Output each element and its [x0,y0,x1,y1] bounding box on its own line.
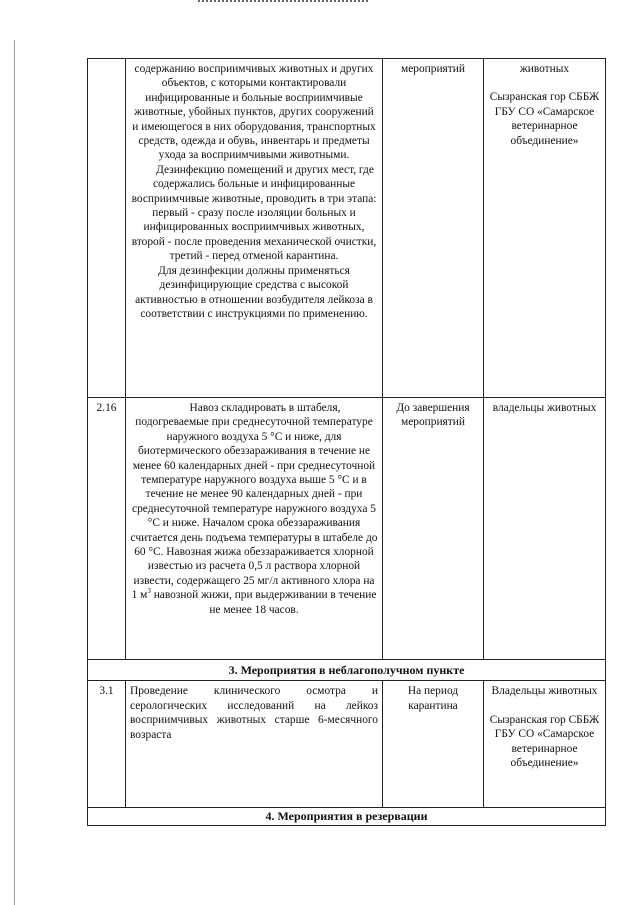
responsible-cell [484,681,606,808]
measures-table [87,58,606,826]
responsible-cell [484,59,606,398]
term-cell [383,398,484,660]
superscript-3: 3 [147,587,151,596]
section-title: 4. Мероприятия в резервации [88,808,606,826]
measure-text [130,401,378,617]
term-cell [383,681,484,808]
measure-text-a: Навоз складировать в штабеля, подогреваемые при среднесуточной температуре наружного воздуха 5 °С и ниже, для биотермического обеззараживания в течение не менее 60 календарных дней - при среднесуточной температуре наружного воздуха выше 5 °С и в течение не менее 90 календарных дней - при среднесуточной температуре наружного воздуха 5 °С и ниже. Началом срока обеззараживания считается день подъема температуры в штабеле до 60 °С. Навозная жижа обеззараживается хлорной известью из расчета 0,5 л раствора хлорной извести, содержащего 25 мг/л активного хлора на 1 м [130,402,378,602]
measure-text-part-1: содержанию восприимчивых животных и других объектов, с которыми контактировали инфицированные и больные восприимчивые животные, убойных пунктов, других сооружений и имеющегося в них оборудования, транспортных средств, одежда и обувь, инвентарь и предметы ухода за восприимчивыми животными. [132,63,376,162]
table-row-continued [88,59,606,398]
responsible-text-2: Сызранская гор СББЖ ГБУ СО «Самарское ветеринарное объединение» [489,713,600,770]
scan-left-edge [14,40,15,905]
measure-text-cell [126,681,383,808]
measure-text-cell [126,398,383,660]
scan-top-mark [198,0,368,5]
responsible-text-1: Владельцы животных [491,685,598,698]
term-cell [383,59,484,398]
measure-text-cell [126,59,383,398]
measure-text-part-2: Дезинфекцию помещений и других мест, где содержались больные и инфицированные восприимчивые животные, проводить в три этапа: первый - сразу после изоляции больных и инфицированных восприимчивых животных, второй - после проведения механической очистки, третий - перед отменой карантина. [131,163,377,263]
section-header-row-3 [88,660,606,681]
term-text: До завершения мероприятий [396,402,470,429]
responsible-text-2: Сызранская гор СББЖ ГБУ СО «Самарское ветеринарное объединение» [489,91,600,147]
section-header-row-4 [88,808,606,826]
responsible-text-1: животных [519,63,570,75]
measure-text-part-3: Для дезинфекции должны применяться дезинфицирующие средства с высокой активностью в отношении возбудителя лейкоза в соответствии с инструкциями по применению. [135,264,373,320]
row-number: 3.1 [88,681,126,808]
table-row-3-1 [88,681,606,808]
table-row-2-16 [88,398,606,660]
row-number-cell [88,59,126,398]
row-number: 2.16 [88,398,126,660]
measure-text: Проведение клинического осмотра и серологических исследований на лейкоз восприимчивых животных старше 6-месячного возраста [130,685,378,741]
section-title: 3. Мероприятия в неблагополучном пункте [88,660,606,681]
term-text: На период карантина [407,685,459,712]
measure-text-b: навозной жижи, при выдерживании в течение не менее 18 часов. [150,589,377,616]
term-text: мероприятий [401,63,465,75]
responsible-cell [484,398,606,660]
responsible-text: владельцы животных [492,402,597,414]
